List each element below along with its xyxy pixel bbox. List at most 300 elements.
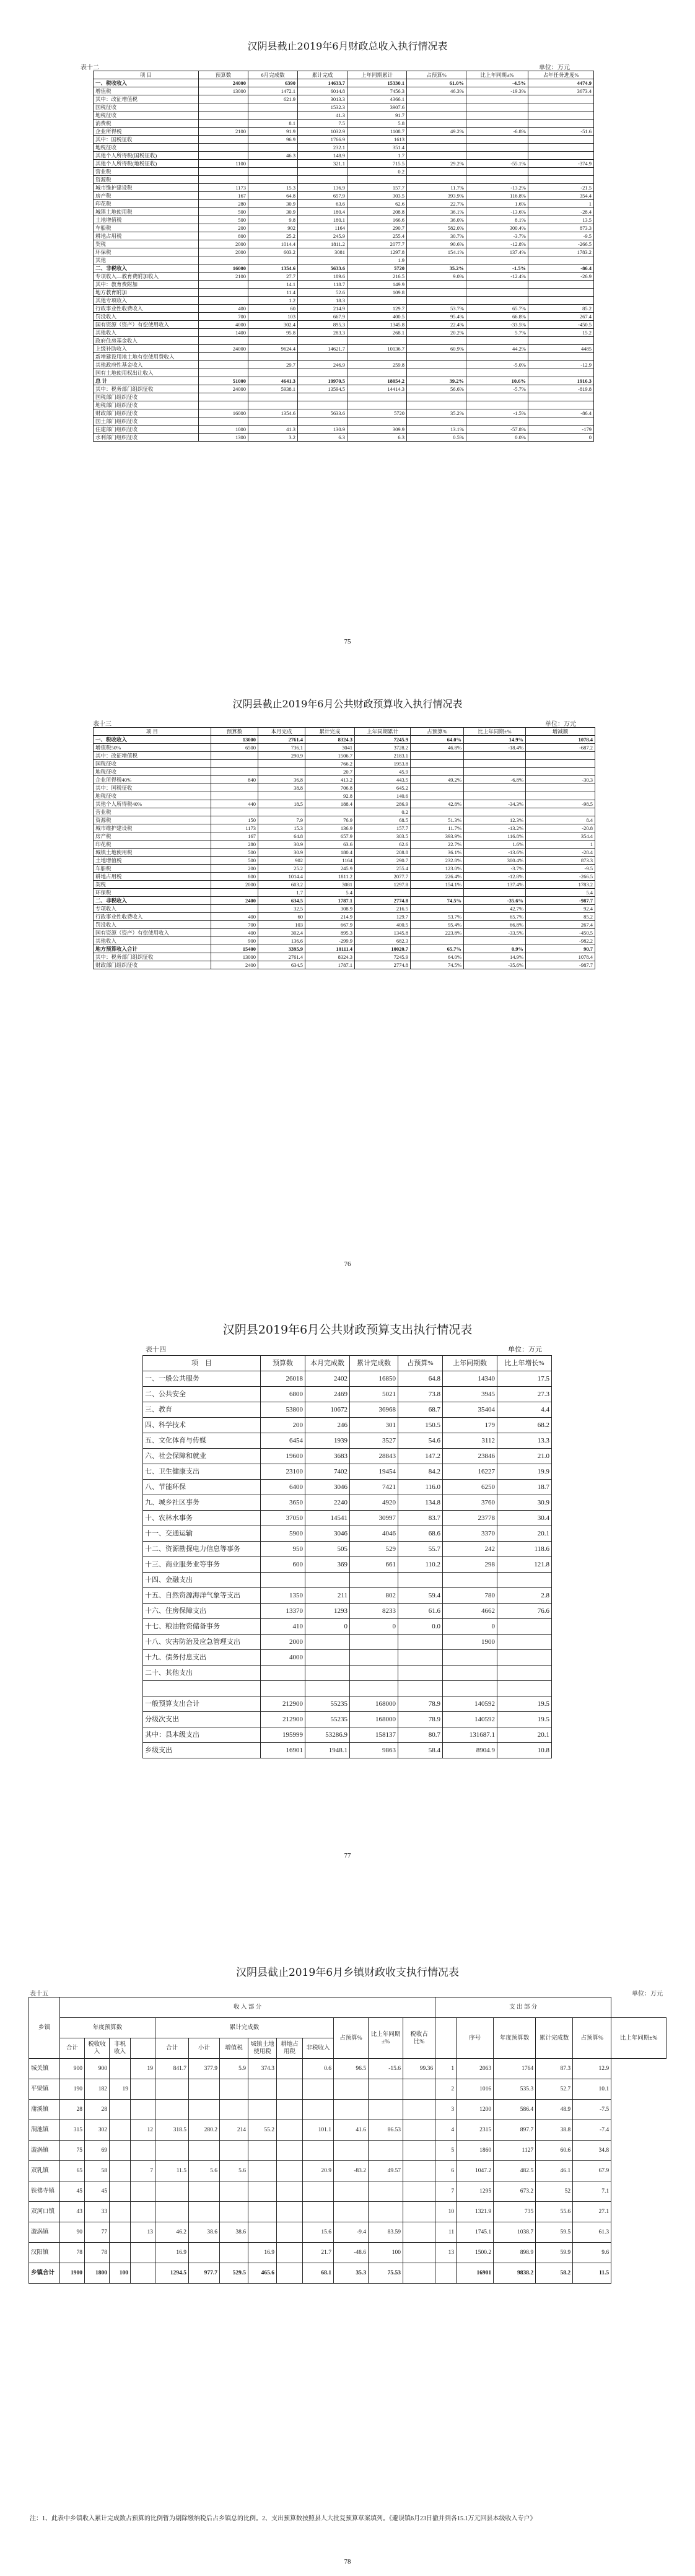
cell-value: 55.6 bbox=[536, 2202, 573, 2222]
cell-value bbox=[407, 337, 466, 345]
cell-value: 28 bbox=[60, 2100, 85, 2120]
cell-value: 300.4% bbox=[464, 857, 526, 865]
table-row bbox=[94, 289, 594, 297]
cell-value bbox=[305, 1573, 350, 1588]
cell-value bbox=[466, 256, 528, 264]
cell-value: 45 bbox=[85, 2181, 110, 2202]
cell-value: 2.8 bbox=[497, 1588, 552, 1604]
cell-value: 600 bbox=[261, 1557, 305, 1573]
cell-value: 4 bbox=[435, 2120, 457, 2141]
table-row bbox=[143, 1495, 552, 1511]
cell-value bbox=[407, 120, 466, 128]
cell-value: 3907.6 bbox=[348, 103, 407, 111]
col-total-cum: 合计 bbox=[155, 2038, 189, 2059]
row-label: 七、卫生健康支出 bbox=[143, 1464, 261, 1480]
cell-value: 68.2 bbox=[497, 1418, 552, 1433]
cell-value: 74.5% bbox=[411, 961, 464, 969]
cell-value: 136.6 bbox=[258, 937, 305, 945]
table-row bbox=[94, 321, 594, 329]
cell-value: 9.0% bbox=[407, 273, 466, 281]
cell-value: 168000 bbox=[350, 1696, 398, 1712]
cell-value: 99.36 bbox=[403, 2059, 435, 2079]
cell-value: -4.5% bbox=[466, 79, 528, 87]
cell-value: 1953.8 bbox=[355, 760, 411, 768]
row-label: 行政事业性收费收入 bbox=[94, 305, 199, 313]
cell-value bbox=[466, 103, 528, 111]
cell-value bbox=[131, 2100, 155, 2120]
cell-value: 318.5 bbox=[155, 2120, 189, 2141]
table-row bbox=[94, 144, 594, 152]
cell-value: 55235 bbox=[305, 1712, 350, 1727]
cell-value: 802 bbox=[350, 1588, 398, 1604]
cell-value: 75 bbox=[60, 2141, 85, 2161]
cell-value: 2000 bbox=[199, 240, 248, 248]
row-label: 四、科学技术 bbox=[143, 1418, 261, 1433]
cell-value: -13.2% bbox=[464, 824, 526, 832]
cell-value: -20.8 bbox=[526, 824, 595, 832]
cell-value: 1000 bbox=[199, 426, 248, 434]
table-row bbox=[94, 240, 594, 248]
table-row bbox=[94, 184, 594, 192]
cell-value: 83.7 bbox=[398, 1511, 443, 1526]
cell-value: 800 bbox=[199, 232, 248, 240]
cell-value bbox=[497, 1635, 552, 1650]
cell-value: 4000 bbox=[261, 1650, 305, 1666]
cell-value bbox=[199, 144, 248, 152]
cell-value: 19.9 bbox=[497, 1464, 552, 1480]
cell-value: 101.1 bbox=[303, 2120, 334, 2141]
cell-value: 1506.7 bbox=[305, 752, 355, 760]
cell-value bbox=[348, 176, 407, 184]
cell-value bbox=[348, 417, 407, 426]
cell-value: 8324.3 bbox=[305, 736, 355, 744]
row-label: 漩涡镇 bbox=[29, 2222, 60, 2243]
cell-value bbox=[411, 752, 464, 760]
cell-value: 736.1 bbox=[258, 744, 305, 752]
cell-value: 15.2 bbox=[528, 329, 594, 337]
cell-value bbox=[443, 1681, 497, 1696]
cell-value: 11.7% bbox=[407, 184, 466, 192]
cell-value: 7456.3 bbox=[348, 87, 407, 95]
cell-value bbox=[305, 1635, 350, 1650]
cell-value: 90.6% bbox=[407, 240, 466, 248]
cell-value bbox=[248, 2100, 277, 2120]
cell-value: 3013.3 bbox=[298, 95, 348, 103]
cell-value bbox=[248, 2079, 277, 2100]
cell-value bbox=[211, 752, 258, 760]
cell-value: 14541 bbox=[305, 1511, 350, 1526]
cell-value: 65 bbox=[60, 2161, 85, 2181]
table-row bbox=[143, 1542, 552, 1557]
cell-value: 505 bbox=[305, 1542, 350, 1557]
row-label: 印花税 bbox=[94, 200, 199, 208]
cell-value bbox=[528, 281, 594, 289]
cell-value: 36.1% bbox=[407, 208, 466, 216]
cell-value bbox=[411, 937, 464, 945]
cell-value bbox=[407, 417, 466, 426]
expenditure-table bbox=[142, 1355, 552, 1758]
col-seq: 序号 bbox=[457, 2018, 494, 2059]
cell-value: 223.8% bbox=[411, 929, 464, 937]
cell-value: 59.5 bbox=[536, 2222, 573, 2243]
cell-value: 800 bbox=[211, 873, 258, 881]
table-row bbox=[143, 1511, 552, 1526]
row-label: 房产税 bbox=[94, 192, 199, 200]
cell-value: 1100 bbox=[199, 160, 248, 168]
table-row bbox=[94, 824, 595, 832]
table-row bbox=[94, 248, 594, 256]
cell-value: 255.4 bbox=[348, 232, 407, 240]
row-label: 国税部门组织征收 bbox=[94, 393, 199, 401]
cell-value: 30.9 bbox=[497, 1495, 552, 1511]
cell-value: 10 bbox=[435, 2202, 457, 2222]
column-header: 上年同期累计 bbox=[348, 71, 407, 79]
table-row bbox=[143, 1387, 552, 1402]
cell-value: 3395.9 bbox=[258, 945, 305, 953]
cell-value: 180.4 bbox=[298, 208, 348, 216]
row-label: 总 计 bbox=[94, 377, 199, 385]
cell-value bbox=[305, 808, 355, 816]
cell-value bbox=[528, 369, 594, 377]
cell-value: 21.7 bbox=[303, 2243, 334, 2263]
cell-value bbox=[189, 2202, 220, 2222]
cell-value: 1764 bbox=[494, 2059, 536, 2079]
row-label: 企业所得税40% bbox=[94, 776, 211, 784]
cell-value: -1.5% bbox=[466, 409, 528, 417]
page-number: 75 bbox=[344, 638, 351, 645]
cell-value: 5.8 bbox=[348, 120, 407, 128]
cell-value: 1127 bbox=[494, 2141, 536, 2161]
cell-value: 2 bbox=[435, 2079, 457, 2100]
cell-value bbox=[466, 353, 528, 361]
row-label: 国土部门组织征收 bbox=[94, 417, 199, 426]
table-row bbox=[94, 889, 595, 897]
cell-value bbox=[435, 2263, 457, 2284]
row-label: 其他个人所得税(地税征收) bbox=[94, 160, 199, 168]
cell-value: 369 bbox=[305, 1557, 350, 1573]
cell-value: 5021 bbox=[350, 1387, 398, 1402]
cell-value: 20.2% bbox=[407, 329, 466, 337]
row-label: 其他 bbox=[94, 256, 199, 264]
cell-value: -33.5% bbox=[464, 929, 526, 937]
cell-value: -83.2 bbox=[334, 2161, 369, 2181]
cell-value: 78.9 bbox=[398, 1696, 443, 1712]
cell-value: 3046 bbox=[305, 1526, 350, 1542]
cell-value bbox=[110, 2100, 131, 2120]
cell-value: 64.0% bbox=[411, 953, 464, 961]
cell-value: 2000 bbox=[261, 1635, 305, 1650]
col-nontax: 非税收入 bbox=[110, 2038, 131, 2059]
cell-value: 61.6 bbox=[398, 1604, 443, 1619]
cell-value: 68.1 bbox=[303, 2263, 334, 2284]
cell-value: 16901 bbox=[457, 2263, 494, 2284]
cell-value bbox=[411, 808, 464, 816]
revenue-table bbox=[93, 71, 594, 442]
cell-value bbox=[398, 1681, 443, 1696]
cell-value: 24000 bbox=[199, 79, 248, 87]
cell-value: 137.4% bbox=[464, 881, 526, 889]
cell-value: 5.7% bbox=[466, 329, 528, 337]
cell-value bbox=[298, 256, 348, 264]
cell-value: 27.1 bbox=[573, 2202, 611, 2222]
cell-value bbox=[497, 1619, 552, 1635]
cell-value: 1900 bbox=[60, 2263, 85, 2284]
cell-value: 6014.8 bbox=[298, 87, 348, 95]
table-row bbox=[94, 840, 595, 849]
cell-value: 26018 bbox=[261, 1371, 305, 1387]
cell-value bbox=[464, 768, 526, 776]
row-label: 其他收入 bbox=[94, 937, 211, 945]
cell-value: 48.9 bbox=[536, 2100, 573, 2120]
cell-value bbox=[305, 1681, 350, 1696]
cell-value: 67.9 bbox=[573, 2161, 611, 2181]
page-4 bbox=[0, 1926, 695, 2576]
cell-value: 195999 bbox=[261, 1727, 305, 1743]
row-label: 十五、自然资源海洋气象等支出 bbox=[143, 1588, 261, 1604]
cell-value: 20.7 bbox=[305, 768, 355, 776]
cell-value: 23846 bbox=[443, 1449, 497, 1464]
cell-value: -9.5 bbox=[526, 865, 595, 873]
cell-value bbox=[407, 95, 466, 103]
cell-value: 62.6 bbox=[348, 200, 407, 208]
cell-value: 19600 bbox=[261, 1449, 305, 1464]
cell-value: 1297.8 bbox=[348, 248, 407, 256]
row-label: 地方教育附加 bbox=[94, 289, 199, 297]
cell-value bbox=[407, 289, 466, 297]
cell-value: 10020.7 bbox=[355, 945, 411, 953]
cell-value: 147.2 bbox=[398, 1449, 443, 1464]
cell-value: 900 bbox=[211, 937, 258, 945]
cell-value: 586.4 bbox=[494, 2100, 536, 2120]
row-label: 增值税 bbox=[94, 87, 199, 95]
cell-value bbox=[248, 417, 298, 426]
cell-value: 8233 bbox=[350, 1604, 398, 1619]
cell-value: 10.8 bbox=[497, 1743, 552, 1758]
cell-value: 84.2 bbox=[398, 1464, 443, 1480]
cell-value: 35.3 bbox=[334, 2263, 369, 2284]
cell-value bbox=[298, 417, 348, 426]
row-label: 资源税 bbox=[94, 176, 199, 184]
cell-value: 840 bbox=[211, 776, 258, 784]
cell-value: -21.5 bbox=[528, 184, 594, 192]
cell-value: 377.9 bbox=[189, 2059, 220, 2079]
row-label: 城市维护建设税 bbox=[94, 184, 199, 192]
cell-value bbox=[403, 2141, 435, 2161]
col-nontax-cum: 非税收入 bbox=[303, 2038, 334, 2059]
column-header: 预算数 bbox=[199, 71, 248, 79]
cell-value: 19 bbox=[110, 2079, 131, 2100]
cell-value: 246 bbox=[305, 1418, 350, 1433]
cell-value: 68.7 bbox=[398, 1402, 443, 1418]
cell-value bbox=[350, 1650, 398, 1666]
cell-value bbox=[110, 2059, 131, 2079]
cell-value: 6500 bbox=[211, 744, 258, 752]
cell-value: 10.6% bbox=[466, 377, 528, 385]
cell-value bbox=[155, 2202, 189, 2222]
cell-value bbox=[155, 2100, 189, 2120]
cell-value bbox=[403, 2243, 435, 2263]
cell-value: 0.0% bbox=[466, 434, 528, 442]
col-town: 乡镇 bbox=[29, 1997, 60, 2059]
cell-value bbox=[411, 768, 464, 776]
table-row bbox=[143, 1696, 552, 1712]
cell-value bbox=[369, 2141, 403, 2161]
table-row bbox=[94, 152, 594, 160]
cell-value: 37050 bbox=[261, 1511, 305, 1526]
cell-value: 3673.4 bbox=[528, 87, 594, 95]
cell-value: 154.1% bbox=[407, 248, 466, 256]
cell-value: 3945 bbox=[443, 1387, 497, 1402]
table-row bbox=[143, 1727, 552, 1743]
page-number: 76 bbox=[344, 1260, 351, 1268]
cell-value: 2774.8 bbox=[355, 897, 411, 905]
row-label: 营业税 bbox=[94, 168, 199, 176]
cell-value: 103 bbox=[248, 313, 298, 321]
cell-value bbox=[298, 401, 348, 409]
cell-value: 14.9% bbox=[464, 736, 526, 744]
cell-value: 45 bbox=[60, 2181, 85, 2202]
cell-value: 1.2 bbox=[248, 297, 298, 305]
row-label: 八、节能环保 bbox=[143, 1480, 261, 1495]
unit-label: 单位：万元 bbox=[539, 64, 570, 71]
cell-value bbox=[350, 1635, 398, 1650]
cell-value: 413.2 bbox=[305, 776, 355, 784]
cell-value: 32.5 bbox=[258, 905, 305, 913]
col-total: 合计 bbox=[60, 2038, 85, 2059]
cell-value bbox=[277, 2100, 303, 2120]
cell-value: -30.3 bbox=[526, 776, 595, 784]
cell-value: 66.8% bbox=[464, 921, 526, 929]
cell-value: 64.8 bbox=[398, 1371, 443, 1387]
table-row bbox=[94, 409, 594, 417]
row-label: 平梁镇 bbox=[29, 2079, 60, 2100]
cell-value bbox=[277, 2059, 303, 2079]
cell-value bbox=[211, 808, 258, 816]
cell-value bbox=[220, 2079, 248, 2100]
cell-value: 873.3 bbox=[528, 224, 594, 232]
table-row bbox=[143, 1650, 552, 1666]
cell-value bbox=[407, 393, 466, 401]
table-row bbox=[94, 760, 595, 768]
cell-value bbox=[528, 144, 594, 152]
cell-value: 189.6 bbox=[298, 273, 348, 281]
cell-value: 6454 bbox=[261, 1433, 305, 1449]
row-label: 资源税 bbox=[94, 816, 211, 824]
cell-value: 267.4 bbox=[528, 313, 594, 321]
cell-value: 41.3 bbox=[298, 111, 348, 120]
cell-value: 6800 bbox=[261, 1387, 305, 1402]
col-land: 城镇土地使用税 bbox=[248, 2038, 277, 2059]
cell-value: 83.59 bbox=[369, 2222, 403, 2243]
row-label: 十一、交通运输 bbox=[143, 1526, 261, 1542]
cell-value bbox=[189, 2079, 220, 2100]
table-row bbox=[94, 329, 594, 337]
cell-value bbox=[466, 152, 528, 160]
cell-value: 13 bbox=[435, 2243, 457, 2263]
cell-value: -48.6 bbox=[334, 2243, 369, 2263]
cell-value: 29.2% bbox=[407, 160, 466, 168]
table-row bbox=[94, 417, 594, 426]
column-header: 6月完成数 bbox=[248, 71, 298, 79]
table-row bbox=[143, 1480, 552, 1495]
cell-value: 73.8 bbox=[398, 1387, 443, 1402]
cell-value: 1345.8 bbox=[348, 321, 407, 329]
cell-value: 7 bbox=[435, 2181, 457, 2202]
cell-value: 56.6% bbox=[407, 385, 466, 393]
cell-value: -299.9 bbox=[305, 937, 355, 945]
cell-value: 18054.2 bbox=[348, 377, 407, 385]
row-label: 水利部门组织征收 bbox=[94, 434, 199, 442]
page-number: 77 bbox=[344, 1852, 351, 1859]
cell-value: 7421 bbox=[350, 1480, 398, 1495]
table-row bbox=[143, 1635, 552, 1650]
cell-value: 8324.3 bbox=[305, 953, 355, 961]
cell-value: 22.7% bbox=[407, 200, 466, 208]
cell-value: 19 bbox=[131, 2059, 155, 2079]
cell-value: 53286.9 bbox=[305, 1727, 350, 1743]
cell-value: 0.2 bbox=[355, 808, 411, 816]
row-label: 地方预算收入合计 bbox=[94, 945, 211, 953]
cell-value: 23778 bbox=[443, 1511, 497, 1526]
cell-value: 9863 bbox=[350, 1743, 398, 1758]
col-ex-cum: 累计完成数 bbox=[536, 2018, 573, 2059]
cell-value bbox=[248, 2222, 277, 2243]
cell-value bbox=[350, 1681, 398, 1696]
cell-value: 16000 bbox=[199, 264, 248, 273]
cell-value: 188.4 bbox=[305, 800, 355, 808]
cell-value: 38.6 bbox=[189, 2222, 220, 2243]
cell-value bbox=[298, 353, 348, 361]
row-label: 其中：国税征收 bbox=[94, 784, 211, 792]
row-label bbox=[143, 1681, 261, 1696]
cell-value: 529.5 bbox=[220, 2263, 248, 2284]
cell-value: 841.7 bbox=[155, 2059, 189, 2079]
column-header: 本月完成数 bbox=[305, 1356, 350, 1371]
cell-value: 6390 bbox=[248, 79, 298, 87]
cell-value bbox=[407, 401, 466, 409]
cell-value: 1800 bbox=[85, 2263, 110, 2284]
table-row bbox=[94, 264, 594, 273]
cell-value: 290.7 bbox=[348, 224, 407, 232]
cell-value: 14633.7 bbox=[298, 79, 348, 87]
cell-value: 30.9 bbox=[248, 200, 298, 208]
cell-value: -13.6% bbox=[464, 849, 526, 857]
cell-value bbox=[211, 792, 258, 800]
cell-value: 64.8 bbox=[248, 192, 298, 200]
cell-value: 245.9 bbox=[305, 865, 355, 873]
cell-value: 59.9 bbox=[536, 2243, 573, 2263]
column-header: 上年同期累计 bbox=[355, 728, 411, 736]
cell-value: 140592 bbox=[443, 1696, 497, 1712]
row-label: 行政事业性收费收入 bbox=[94, 913, 211, 921]
cell-value: 30997 bbox=[350, 1511, 398, 1526]
cell-value: -6.8% bbox=[466, 128, 528, 136]
cell-value bbox=[528, 289, 594, 297]
cell-value: 7.5 bbox=[298, 120, 348, 128]
cell-value bbox=[528, 353, 594, 361]
cell-value bbox=[303, 2100, 334, 2120]
unit-label: 单位：万元 bbox=[632, 1991, 663, 1997]
cell-value bbox=[398, 1573, 443, 1588]
row-label: 增值税50% bbox=[94, 744, 211, 752]
cell-value bbox=[466, 95, 528, 103]
cell-value: 1173 bbox=[211, 824, 258, 832]
cell-value: 41.6 bbox=[334, 2120, 369, 2141]
cell-value bbox=[199, 369, 248, 377]
cell-value: 68.5 bbox=[355, 816, 411, 824]
cell-value bbox=[443, 1573, 497, 1588]
cell-value bbox=[334, 2181, 369, 2202]
